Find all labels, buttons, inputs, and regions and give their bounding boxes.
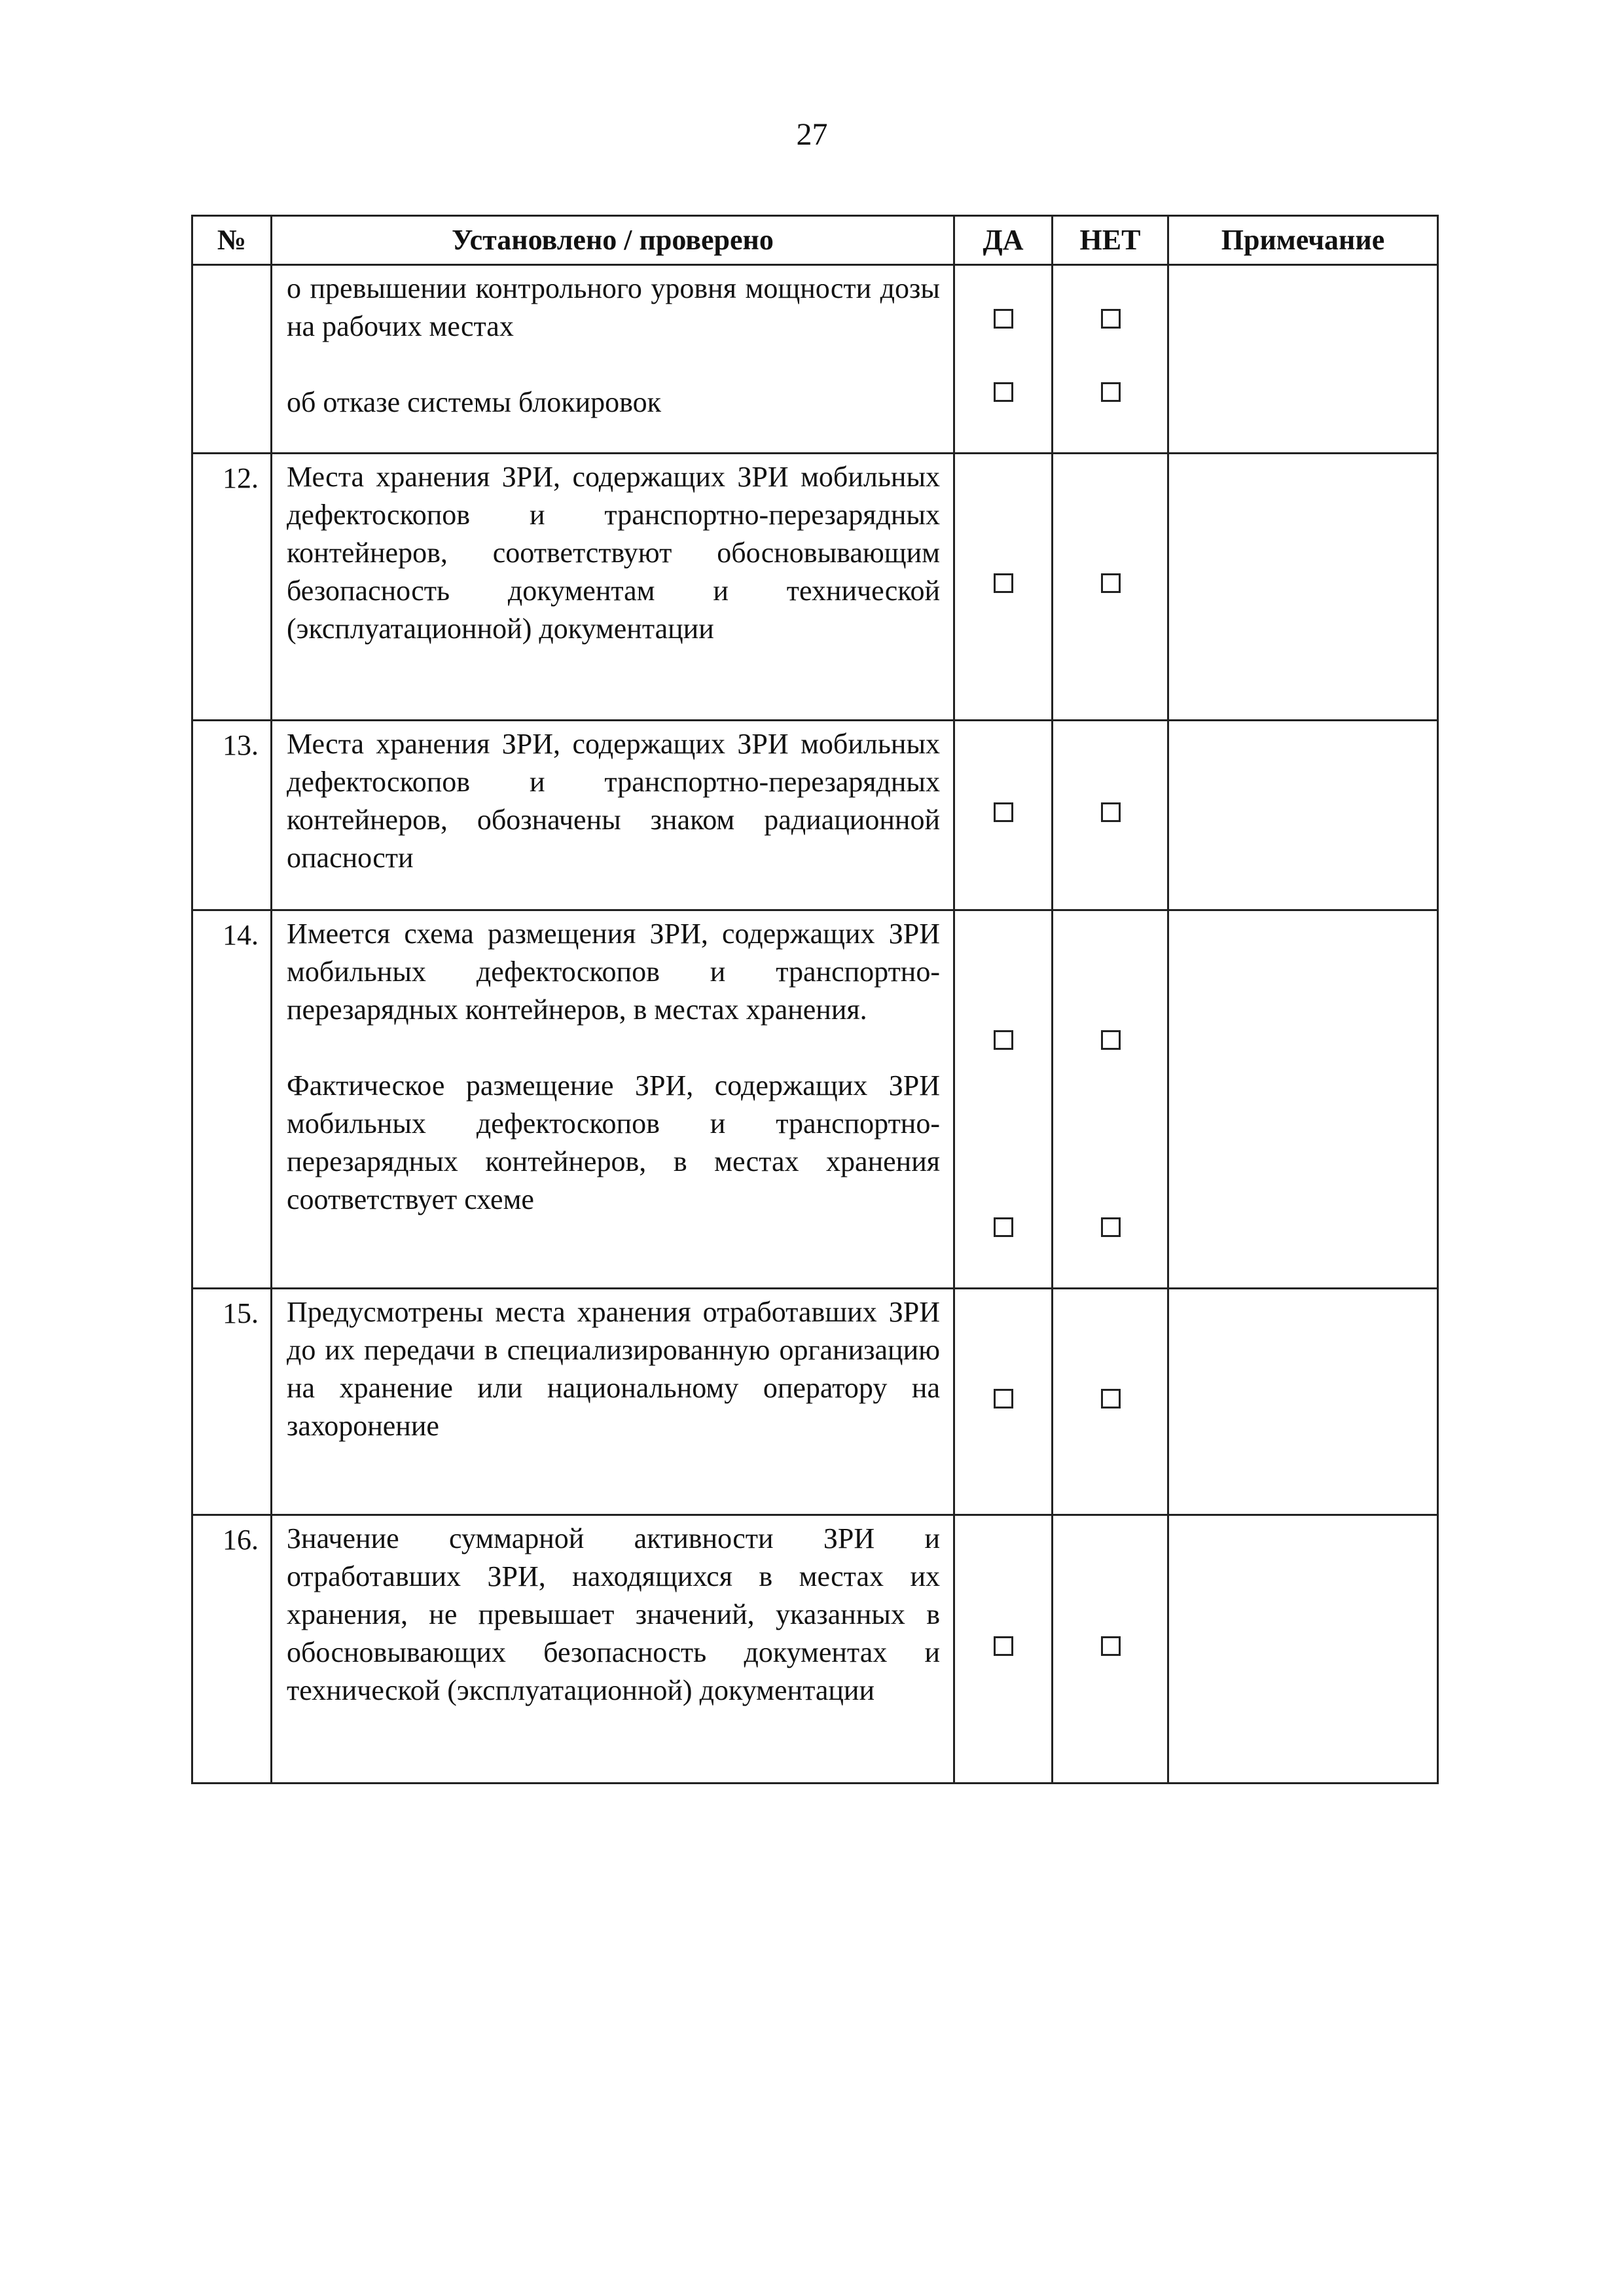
no-checkbox[interactable] — [1101, 1030, 1121, 1050]
no-checkbox[interactable] — [1101, 1217, 1121, 1237]
yes-checkbox[interactable] — [994, 1389, 1013, 1408]
row-paragraph: о превышении контрольного уровня мощности дозы на рабочих местах — [287, 272, 940, 342]
table-row — [192, 265, 1438, 454]
row-text — [272, 1289, 954, 1515]
row-number: 13. — [192, 721, 272, 910]
no-checkbox[interactable] — [1101, 1389, 1121, 1408]
yes-checkbox[interactable] — [994, 802, 1013, 822]
table-row — [192, 910, 1438, 1289]
row-text — [272, 721, 954, 910]
yes-cell — [954, 721, 1053, 910]
yes-checkbox[interactable] — [994, 1217, 1013, 1237]
yes-cell — [954, 1515, 1053, 1784]
no-cell — [1053, 910, 1168, 1289]
yes-checkbox[interactable] — [994, 573, 1013, 593]
yes-cell — [954, 454, 1053, 721]
note-cell[interactable] — [1168, 721, 1438, 910]
row-paragraph: Места хранения ЗРИ, содержащих ЗРИ мобильных дефектоскопов и транспортно-перезарядных контейнеров, обозначены знаком радиационной опасности — [287, 728, 940, 874]
no-cell — [1053, 1289, 1168, 1515]
note-cell[interactable] — [1168, 454, 1438, 721]
table-row — [192, 721, 1438, 910]
header-yes: ДА — [954, 216, 1053, 265]
yes-checkbox[interactable] — [994, 1030, 1013, 1050]
no-checkbox[interactable] — [1101, 1636, 1121, 1656]
no-cell — [1053, 454, 1168, 721]
no-checkbox[interactable] — [1101, 573, 1121, 593]
header-row — [192, 216, 1438, 265]
note-cell[interactable] — [1168, 1515, 1438, 1784]
no-checkbox[interactable] — [1101, 309, 1121, 329]
row-text — [272, 910, 954, 1289]
table-row — [192, 1515, 1438, 1784]
row-text — [272, 454, 954, 721]
note-cell[interactable] — [1168, 265, 1438, 454]
yes-checkbox[interactable] — [994, 309, 1013, 329]
note-cell[interactable] — [1168, 1289, 1438, 1515]
row-number: 15. — [192, 1289, 272, 1515]
row-number: 12. — [192, 454, 272, 721]
row-paragraph: Значение суммарной активности ЗРИ и отработавших ЗРИ, находящихся в местах их хранения, не превышает значений, указанных в обосновывающих безопасность документах и технической (эксплуатационной) документации — [287, 1522, 940, 1706]
no-checkbox[interactable] — [1101, 802, 1121, 822]
header-no: НЕТ — [1053, 216, 1168, 265]
yes-checkbox[interactable] — [994, 1636, 1013, 1656]
row-text — [272, 1515, 954, 1784]
yes-cell — [954, 265, 1053, 454]
page-number: 27 — [796, 117, 828, 152]
header-number: № — [192, 216, 272, 265]
row-paragraph: Имеется схема размещения ЗРИ, содержащих ЗРИ мобильных дефектоскопов и транспортно-перезарядных контейнеров, в местах хранения. — [287, 918, 940, 1026]
row-number: 16. — [192, 1515, 272, 1784]
table-row — [192, 1289, 1438, 1515]
header-note: Примечание — [1168, 216, 1438, 265]
no-cell — [1053, 721, 1168, 910]
yes-cell — [954, 1289, 1053, 1515]
no-cell — [1053, 1515, 1168, 1784]
no-checkbox[interactable] — [1101, 382, 1121, 402]
header-item: Установлено / проверено — [272, 216, 954, 265]
no-cell — [1053, 265, 1168, 454]
row-number: 14. — [192, 910, 272, 1289]
note-cell[interactable] — [1168, 910, 1438, 1289]
row-number — [192, 265, 272, 454]
row-paragraph: Фактическое размещение ЗРИ, содержащих ЗРИ мобильных дефектоскопов и транспортно-перезарядных контейнеров, в местах хранения соответствует схеме — [287, 1069, 940, 1215]
row-text — [272, 265, 954, 454]
checklist-table — [191, 215, 1439, 1784]
table-row — [192, 454, 1438, 721]
row-paragraph: Места хранения ЗРИ, содержащих ЗРИ мобильных дефектоскопов и транспортно-перезарядных контейнеров, соответствуют обосновывающим безопасность документам и технической (эксплуатационной) документации — [287, 461, 940, 645]
row-paragraph: об отказе системы блокировок — [287, 386, 661, 418]
yes-cell — [954, 910, 1053, 1289]
yes-checkbox[interactable] — [994, 382, 1013, 402]
row-paragraph: Предусмотрены места хранения отработавших ЗРИ до их передачи в специализированную организацию на хранение или национальному оператору на захоронение — [287, 1296, 940, 1442]
